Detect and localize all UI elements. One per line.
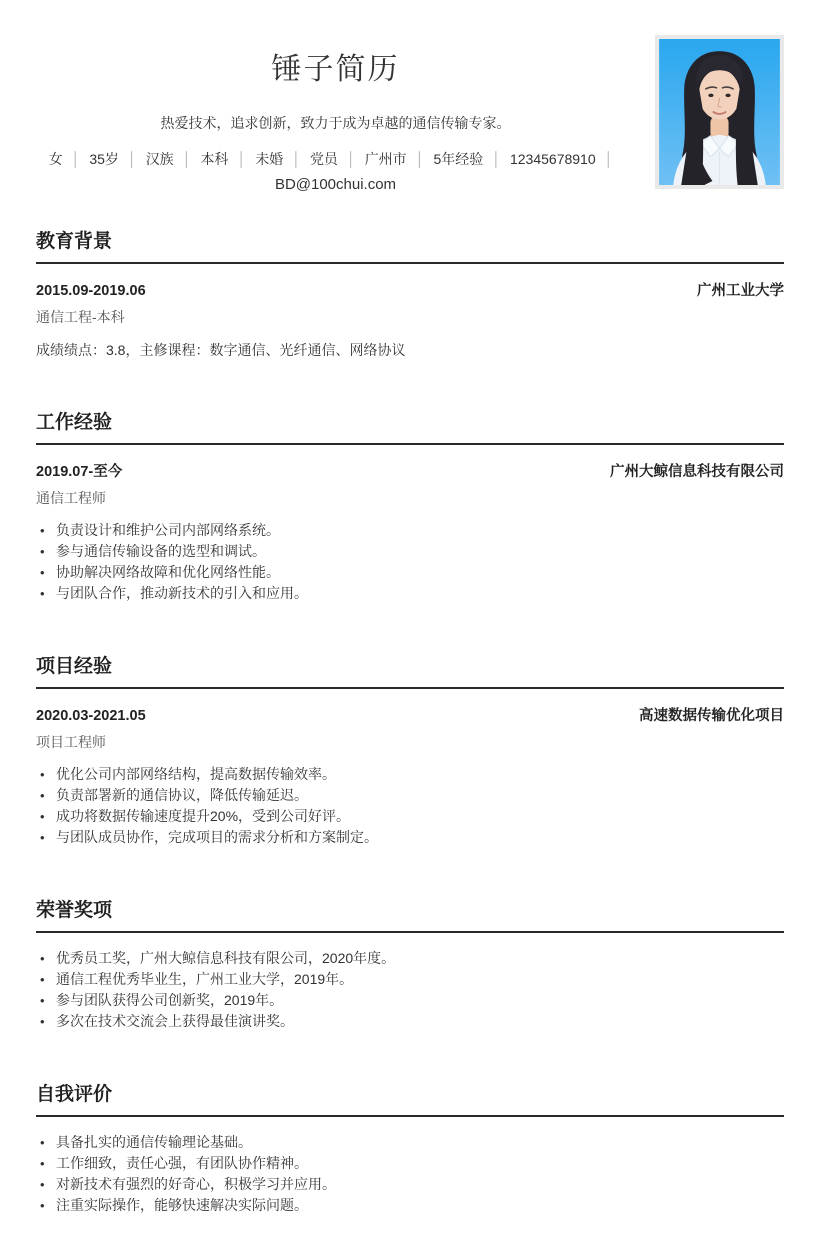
resume-section [36,1079,784,1216]
id-portrait-image [659,39,780,185]
entry-bullet-list [36,520,784,604]
resume-section [36,226,784,360]
section-entries [36,460,784,604]
info-item: 35岁 [89,151,119,167]
email-text: BD@100chui.com [274,176,397,193]
bullet-text: 具备扎实的通信传输理论基础。 [56,1134,252,1150]
bullet-dot-icon: • [40,788,45,803]
bullet-item [36,541,784,562]
section-entry [36,948,784,1032]
info-item: 12345678910 [509,151,596,167]
bullet-item [36,969,784,990]
section-entries [36,704,784,848]
entry-bullet-list [36,948,784,1032]
info-separator: │ [182,151,192,167]
resume-header [36,32,784,198]
bullet-text: 工作细致，责任心强，有团队协作精神。 [56,1155,308,1171]
section-entry [36,279,784,360]
resume-section [36,895,784,1032]
info-separator: │ [415,151,425,167]
section-entries [36,948,784,1032]
basic-info-line [36,146,635,172]
page-title: 锤子简历 [271,53,400,86]
resume-section [36,407,784,604]
bullet-item [36,1011,784,1032]
info-item: 广州市 [364,151,407,167]
section-heading: 教育背景 [36,226,784,264]
bullet-item [36,806,784,827]
bullet-text: 参与团队获得公司创新奖，2019年。 [56,992,284,1008]
bullet-item [36,583,784,604]
entry-bullet-list [36,764,784,848]
bullet-item [36,562,784,583]
bullet-dot-icon: • [40,830,45,845]
info-separator: │ [237,151,247,167]
bullet-dot-icon: • [40,1177,45,1192]
bullet-text: 成功将数据传输速度提升20%，受到公司好评。 [56,808,351,824]
entry-note: 成绩绩点：3.8，主修课程：数字通信、光纤通信、网络协议 [36,342,406,358]
header-main [36,32,655,198]
bullet-text: 通信工程优秀毕业生，广州工业大学，2019年。 [56,971,354,987]
section-entry [36,460,784,604]
entry-organization: 高速数据传输优化项目 [639,708,784,724]
bullet-dot-icon: • [40,972,45,987]
bullet-dot-icon: • [40,809,45,824]
section-entry [36,704,784,848]
info-separator: │ [346,151,356,167]
profile-photo [655,35,784,189]
bullet-text: 注重实际操作，能够快速解决实际问题。 [56,1197,308,1213]
info-item: 未婚 [255,151,284,167]
bullet-item [36,1153,784,1174]
entry-period: 2019.07-至今 [36,464,123,480]
bullet-text: 负责设计和维护公司内部网络系统。 [56,522,280,538]
bullet-item [36,520,784,541]
profile-summary: 热爱技术，追求创新，致力于成为卓越的通信传输专家。 [160,115,511,131]
bullet-item [36,1132,784,1153]
info-separator: │ [127,151,137,167]
section-heading: 自我评价 [36,1079,784,1117]
bullet-text: 多次在技术交流会上获得最佳演讲奖。 [56,1013,294,1029]
entry-organization: 广州大鲸信息科技有限公司 [610,464,784,480]
bullet-text: 负责部署新的通信协议，降低传输延迟。 [56,787,308,803]
bullet-text: 与团队合作，推动新技术的引入和应用。 [56,585,308,601]
info-item: 党员 [309,151,338,167]
bullet-dot-icon: • [40,1135,45,1150]
bullet-dot-icon: • [40,1014,45,1029]
bullet-item [36,1174,784,1195]
bullet-item [36,1195,784,1216]
bullet-dot-icon: • [40,993,45,1008]
info-separator: │ [292,151,301,167]
entry-organization: 广州工业大学 [697,283,784,299]
bullet-dot-icon: • [40,565,45,580]
entry-head-row [36,460,784,481]
bullet-text: 参与通信传输设备的选型和调试。 [56,543,266,559]
bullet-text: 与团队成员协作，完成项目的需求分析和方案制定。 [56,829,378,845]
section-entries [36,1132,784,1216]
bullet-item [36,827,784,848]
entry-period: 2020.03-2021.05 [36,708,146,724]
bullet-item [36,764,784,785]
section-heading: 荣誉奖项 [36,895,784,933]
bullet-dot-icon: • [40,951,45,966]
bullet-text: 优秀员工奖，广州大鲸信息科技有限公司，2020年度。 [56,950,396,966]
bullet-item [36,990,784,1011]
section-heading: 项目经验 [36,651,784,689]
entry-role: 项目工程师 [36,734,106,750]
section-entry [36,1132,784,1216]
resume-section [36,651,784,848]
resume-body [36,226,784,1216]
bullet-dot-icon: • [40,1156,45,1171]
info-separator: │ [604,151,614,167]
bullet-dot-icon: • [40,544,45,559]
entry-role: 通信工程师 [36,490,106,506]
bullet-text: 对新技术有强烈的好奇心，积极学习并应用。 [56,1176,336,1192]
info-item: 5年经验 [433,151,484,167]
bullet-text: 协助解决网络故障和优化网络性能。 [56,564,280,580]
info-separator: │ [492,151,501,167]
info-item: 女 [48,151,63,167]
bullet-item [36,948,784,969]
section-heading: 工作经验 [36,407,784,445]
info-separator: │ [71,151,81,167]
entry-bullet-list [36,1132,784,1216]
info-item: 汉族 [145,151,174,167]
bullet-text: 优化公司内部网络结构，提高数据传输效率。 [56,766,336,782]
bullet-dot-icon: • [40,767,45,782]
bullet-dot-icon: • [40,523,45,538]
section-entries [36,279,784,360]
bullet-dot-icon: • [40,586,45,601]
entry-head-row [36,704,784,725]
entry-period: 2015.09-2019.06 [36,283,146,299]
bullet-item [36,785,784,806]
info-item: 本科 [200,151,229,167]
bullet-dot-icon: • [40,1198,45,1213]
entry-head-row [36,279,784,300]
entry-role: 通信工程-本科 [36,309,125,325]
